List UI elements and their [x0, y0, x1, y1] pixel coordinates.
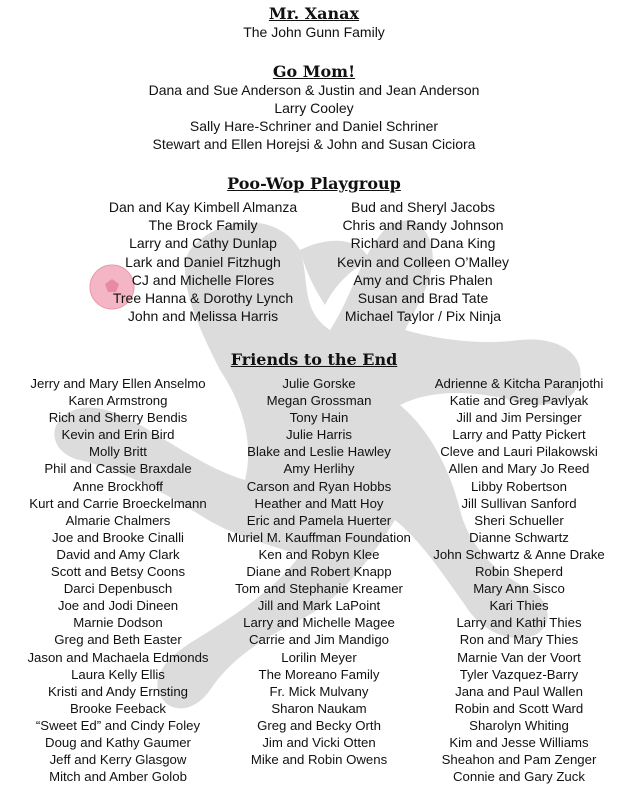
list-item: Joe and Brooke Cinalli: [52, 529, 184, 545]
list-item: Eric and Pamela Huerter: [246, 512, 392, 528]
list-item: Jill and Mark LaPoint: [257, 598, 381, 614]
list-item: Rich and Sherry Bendis: [48, 410, 188, 426]
list-item: Bud and Sheryl Jacobs: [351, 199, 495, 215]
list-item: Jill and Jim Persinger: [456, 410, 582, 426]
list-item: Anne Brockhoff: [73, 478, 163, 494]
list-item: The John Gunn Family: [243, 24, 385, 40]
list-item: Cleve and Lauri Pilakowski: [440, 444, 598, 460]
poo-wop-right-column: [318, 198, 528, 325]
list-item: Lorilin Meyer: [281, 649, 357, 665]
list-item: Larry and Patty Pickert: [452, 427, 586, 443]
list-item: Jerry and Mary Ellen Anselmo: [30, 376, 206, 391]
list-item: Kurt and Carrie Broeckelmann: [29, 495, 207, 511]
list-item: CJ and Michelle Flores: [131, 271, 275, 288]
list-item: Libby Robertson: [470, 478, 568, 494]
list-item: Larry and Kathi Thies: [456, 615, 582, 631]
list-item: Amy and Chris Phalen: [353, 271, 493, 288]
list-item: Jeff and Kerry Glasgow: [49, 752, 187, 768]
list-item: Larry and Cathy Dunlap: [129, 235, 277, 252]
list-item: Tree Hanna & Dorothy Lynch: [112, 289, 294, 306]
list-item: Carson and Ryan Hobbs: [246, 478, 392, 494]
list-item: Ken and Robyn Klee: [258, 546, 380, 562]
list-item: Almarie Chalmers: [65, 512, 171, 528]
list-item: Ron and Mary Thies: [459, 632, 579, 648]
list-item: Robin Sheperd: [475, 564, 563, 580]
list-item: Sally Hare-Schriner and Daniel Schriner: [189, 118, 439, 134]
list-item: Julie Harris: [286, 427, 352, 443]
list-item: Allen and Mary Jo Reed: [448, 461, 590, 477]
list-item: Larry and Michelle Magee: [243, 615, 395, 631]
list-item: Carrie and Jim Mandigo: [249, 632, 389, 648]
list-item: John and Melissa Harris: [127, 308, 279, 325]
friends-column-1: [8, 375, 228, 785]
list-item: Kevin and Colleen O’Malley: [337, 253, 509, 270]
list-item: Muriel M. Kauffman Foundation: [227, 529, 411, 545]
list-item: Heather and Matt Hoy: [254, 495, 384, 511]
list-item: Stewart and Ellen Horejsi & John and Susan Ciciora: [152, 136, 476, 152]
list-item: Greg and Beth Easter: [54, 632, 182, 648]
list-item: Joe and Jodi Dineen: [57, 598, 179, 614]
list-item: Scott and Betsy Coons: [50, 564, 186, 580]
list-item: Julie Gorske: [282, 376, 356, 391]
list-item: Kari Thies: [489, 598, 549, 614]
friends-column-2: [214, 375, 424, 768]
list-item: The Brock Family: [148, 217, 258, 234]
list-item: Susan and Brad Tate: [357, 289, 489, 306]
list-item: Marnie Dodson: [73, 615, 163, 631]
heading-friends-to-the-end: Friends to the End: [230, 350, 398, 369]
list-item: Kevin and Erin Bird: [61, 427, 175, 443]
list-item: Diane and Robert Knapp: [246, 564, 392, 580]
list-item: Molly Britt: [89, 444, 147, 460]
list-item: Fr. Mick Mulvany: [269, 683, 369, 699]
friends-column-3: [414, 375, 624, 785]
list-item: John Schwartz & Anne Drake: [433, 546, 605, 562]
list-item: Connie and Gary Zuck: [453, 769, 585, 785]
list-item: Michael Taylor / Pix Ninja: [344, 308, 502, 325]
list-item: The Moreano Family: [258, 666, 380, 682]
list-item: Karen Armstrong: [68, 393, 168, 409]
list-item: Phil and Cassie Braxdale: [44, 461, 192, 477]
poo-wop-left-column: [90, 198, 316, 325]
list-item: Jason and Machaela Edmonds: [27, 649, 209, 665]
list-item: Jana and Paul Wallen: [455, 683, 583, 699]
list-mr-xanax: [0, 23, 628, 41]
list-item: Jill Sullivan Sanford: [461, 495, 577, 511]
list-item: Tyler Vazquez-Barry: [459, 666, 579, 682]
list-item: Brooke Feeback: [69, 700, 167, 716]
list-item: Amy Herlihy: [283, 461, 355, 477]
list-item: Kim and Jesse Williams: [449, 734, 589, 750]
list-item: Dana and Sue Anderson & Justin and Jean Anderson: [148, 82, 480, 98]
list-item: Dan and Kay Kimbell Almanza: [108, 199, 298, 215]
list-item: Megan Grossman: [266, 393, 372, 409]
list-item: Katie and Greg Pavlyak: [449, 393, 589, 409]
list-item: Tom and Stephanie Kreamer: [235, 581, 403, 597]
list-item: Mary Ann Sisco: [473, 581, 565, 597]
list-item: Chris and Randy Johnson: [342, 217, 504, 234]
list-item: Mike and Robin Owens: [250, 752, 388, 768]
list-item: Blake and Leslie Hawley: [247, 444, 391, 460]
heading-go-mom: Go Mom!: [272, 62, 356, 81]
list-item: “Sweet Ed” and Cindy Foley: [35, 717, 201, 733]
list-item: Larry Cooley: [274, 100, 354, 116]
list-item: Laura Kelly Ellis: [71, 666, 165, 682]
list-item: Mitch and Amber Golob: [49, 769, 187, 785]
list-item: Adrienne & Kitcha Paranjothi: [434, 376, 604, 391]
list-item: Sharolyn Whiting: [469, 717, 569, 733]
list-item: Doug and Kathy Gaumer: [45, 734, 191, 750]
list-item: Sheri Schueller: [474, 512, 564, 528]
list-item: Lark and Daniel Fitzhugh: [125, 253, 281, 270]
list-item: Greg and Becky Orth: [257, 717, 381, 733]
list-go-mom: [0, 81, 628, 153]
list-item: Sheahon and Pam Zenger: [441, 752, 597, 768]
list-item: Marnie Van der Voort: [457, 649, 581, 665]
list-item: Richard and Dana King: [350, 235, 496, 252]
heading-poo-wop-playgroup: Poo-Wop Playgroup: [227, 174, 401, 193]
list-item: David and Amy Clark: [56, 546, 180, 562]
list-item: Sharon Naukam: [271, 700, 367, 716]
list-item: Kristi and Andy Ernsting: [47, 683, 188, 699]
list-item: Tony Hain: [289, 410, 349, 426]
list-item: Jim and Vicki Otten: [262, 734, 376, 750]
heading-mr-xanax: Mr. Xanax: [268, 4, 360, 23]
list-item: Darci Depenbusch: [63, 581, 173, 597]
list-item: Dianne Schwartz: [469, 529, 569, 545]
list-item: Robin and Scott Ward: [454, 700, 584, 716]
